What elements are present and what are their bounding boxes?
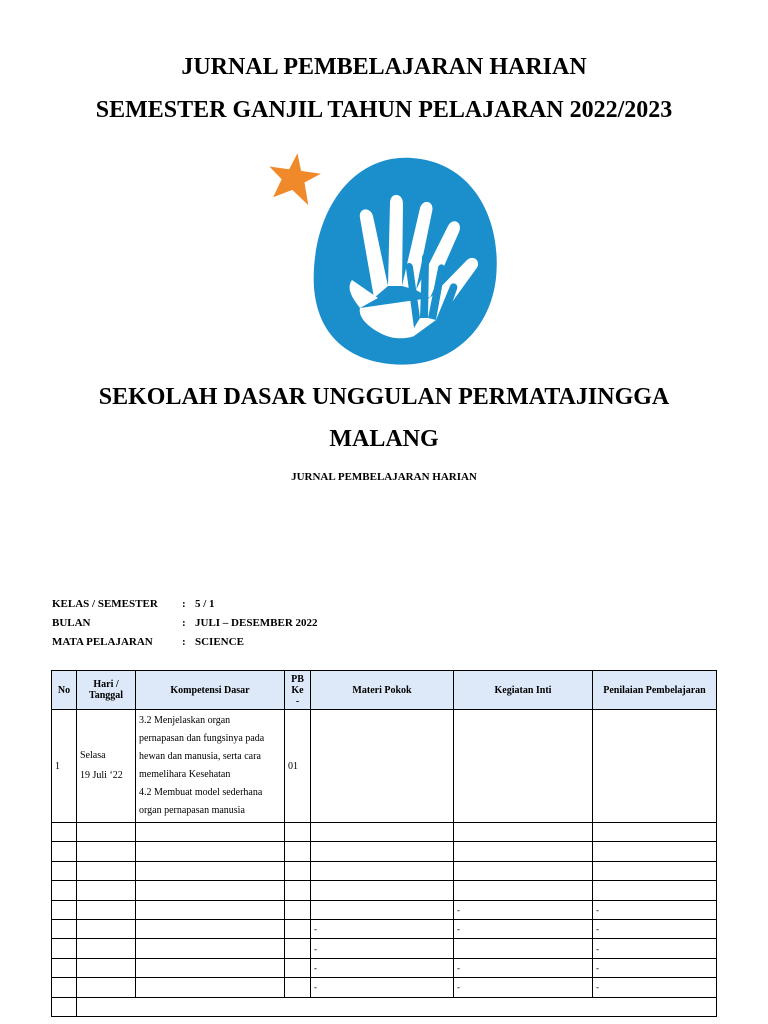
orange-star-icon bbox=[265, 150, 323, 207]
cell-materi: - bbox=[311, 919, 454, 938]
cell-materi: - bbox=[311, 978, 454, 997]
info-colon: : bbox=[182, 616, 186, 629]
info-colon: : bbox=[182, 597, 186, 610]
cell-kegiatan bbox=[454, 710, 593, 823]
cell-no: 1 bbox=[52, 710, 77, 823]
cell-kegiatan: - bbox=[454, 958, 593, 977]
header-pb-line3: - bbox=[295, 695, 300, 707]
cell-kegiatan: - bbox=[454, 900, 593, 919]
cell-kegiatan bbox=[454, 842, 593, 861]
cell-kegiatan bbox=[454, 823, 593, 842]
header-materi: Materi Pokok bbox=[311, 671, 454, 710]
header-pb-line2: Ke bbox=[291, 684, 304, 696]
header-hari bbox=[77, 671, 136, 710]
cell-kegiatan bbox=[454, 881, 593, 900]
cell-materi bbox=[311, 823, 454, 842]
info-label: BULAN bbox=[52, 616, 91, 629]
cell-penilaian bbox=[593, 881, 717, 900]
table-row bbox=[52, 861, 717, 880]
cell-penilaian: - bbox=[593, 919, 717, 938]
info-row-bulan bbox=[52, 613, 318, 632]
cell-materi bbox=[311, 881, 454, 900]
table-row bbox=[52, 919, 717, 938]
info-block bbox=[52, 594, 318, 651]
cell-hari-line1: Selasa bbox=[80, 750, 106, 761]
header-pb-line1: PB bbox=[291, 673, 304, 685]
info-label: KELAS / SEMESTER bbox=[52, 597, 158, 610]
cell-penilaian: - bbox=[593, 978, 717, 997]
table-row bbox=[52, 958, 717, 977]
cell-materi bbox=[311, 861, 454, 880]
table-row bbox=[52, 997, 717, 1016]
header-hari-line1: Hari / bbox=[93, 679, 119, 690]
cell-materi: - bbox=[311, 939, 454, 958]
cell-materi bbox=[311, 710, 454, 823]
info-row-mapel bbox=[52, 632, 318, 651]
kd-line: 4.2 Membuat model sederhana bbox=[139, 787, 263, 798]
school-name: SEKOLAH DASAR UNGGULAN PERMATAJINGGA bbox=[98, 384, 670, 410]
header-hari-line2: Tanggal bbox=[88, 690, 124, 701]
table-row bbox=[52, 978, 717, 997]
table-row bbox=[52, 939, 717, 958]
info-value: 5 / 1 bbox=[195, 597, 215, 610]
school-city: MALANG bbox=[329, 426, 439, 452]
header-kompetensi: Kompetensi Dasar bbox=[136, 671, 285, 710]
cell-kegiatan bbox=[454, 861, 593, 880]
document-title: JURNAL PEMBELAJARAN HARIAN bbox=[181, 54, 587, 80]
table-row bbox=[52, 881, 717, 900]
document-subtitle: JURNAL PEMBELAJARAN HARIAN bbox=[291, 471, 477, 483]
header-no: No bbox=[52, 671, 77, 710]
table-row bbox=[52, 823, 717, 842]
kd-line: pernapasan dan fungsinya pada bbox=[139, 733, 265, 744]
cell-penilaian bbox=[593, 861, 717, 880]
table-row bbox=[52, 842, 717, 861]
journal-table bbox=[51, 670, 717, 1017]
cell-hari-line2: 19 Juli ‘22 bbox=[80, 770, 123, 781]
table-header-row bbox=[52, 671, 717, 710]
document-semester-title: SEMESTER GANJIL TAHUN PELAJARAN 2022/2023 bbox=[95, 97, 673, 123]
header-penilaian: Penilaian Pembelajaran bbox=[593, 671, 717, 710]
info-value: JULI – DESEMBER 2022 bbox=[195, 616, 318, 629]
cell-kegiatan bbox=[454, 939, 593, 958]
kd-line: organ pernapasan manusia bbox=[139, 805, 245, 816]
kd-line: memelihara Kesehatan bbox=[139, 769, 231, 780]
cell-kegiatan: - bbox=[454, 978, 593, 997]
kd-line: 3.2 Menjelaskan organ bbox=[139, 715, 231, 726]
cell-penilaian: - bbox=[593, 900, 717, 919]
cell-penilaian bbox=[593, 710, 717, 823]
table-row bbox=[52, 900, 717, 919]
cell-penilaian: - bbox=[593, 958, 717, 977]
cell-kegiatan: - bbox=[454, 919, 593, 938]
cell-pb: 01 bbox=[285, 710, 311, 823]
cell-penilaian: - bbox=[593, 939, 717, 958]
cell-materi bbox=[311, 842, 454, 861]
kd-line: hewan dan manusia, serta cara bbox=[139, 751, 261, 762]
info-value: SCIENCE bbox=[195, 635, 244, 648]
table-row bbox=[52, 710, 717, 823]
cell-materi: - bbox=[311, 958, 454, 977]
cell-hari bbox=[77, 710, 136, 823]
info-row-kelas bbox=[52, 594, 318, 613]
info-label: MATA PELAJARAN bbox=[52, 635, 153, 648]
cell-penilaian bbox=[593, 823, 717, 842]
cell-kompetensi bbox=[136, 710, 285, 823]
header-pb bbox=[285, 671, 311, 710]
info-colon: : bbox=[182, 635, 186, 648]
school-logo bbox=[262, 148, 506, 370]
header-kegiatan: Kegiatan Inti bbox=[454, 671, 593, 710]
cell-penilaian bbox=[593, 842, 717, 861]
cell-materi bbox=[311, 900, 454, 919]
